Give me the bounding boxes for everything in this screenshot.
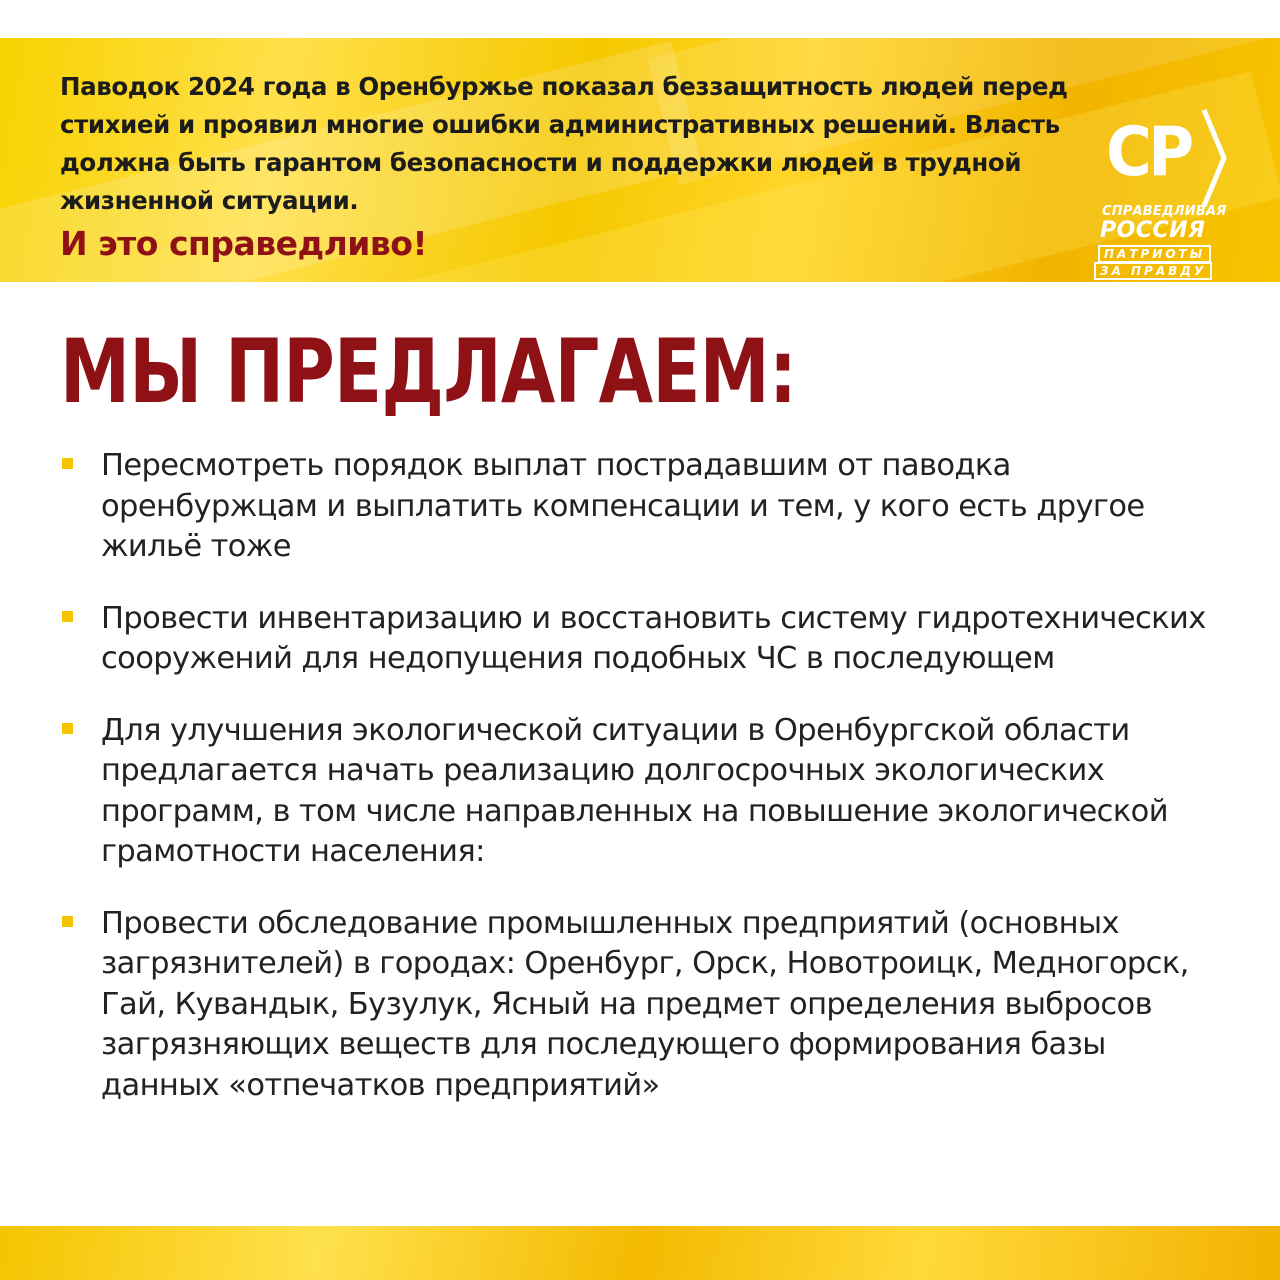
logo-text-line: ЗА ПРАВДУ xyxy=(1094,262,1212,280)
list-item xyxy=(62,904,1232,1107)
proposal-list xyxy=(62,446,1232,1106)
bullet-square-icon xyxy=(62,723,73,734)
header-slogan: И это справедливо! xyxy=(60,224,428,263)
logo-monogram: СР xyxy=(1106,113,1191,192)
bullet-square-icon xyxy=(62,916,73,927)
list-item xyxy=(62,446,1232,568)
top-white-strip xyxy=(0,0,1280,38)
logo-text-line: СПРАВЕДЛИВАЯ xyxy=(1102,204,1227,219)
logo-chevron-icon xyxy=(1200,108,1228,208)
list-item xyxy=(62,711,1232,873)
page-title: МЫ ПРЕДЛАГАЕМ: xyxy=(60,320,797,423)
header-text-block xyxy=(60,68,1070,264)
bullet-square-icon xyxy=(62,611,73,622)
party-logo xyxy=(1090,108,1230,282)
list-item-text: Провести обследование промышленных предприятий (основных загрязнителей) в городах: Оренбург, Орск, Новотроицк, Медногорск, Гай, Кувандык, Бузулук, Ясный на предмет определения выбросов загрязняющих веществ для последующего формирования базы данных «отпечатков предприятий» xyxy=(101,905,1189,1103)
header-banner xyxy=(0,38,1280,282)
header-lead-text: Паводок 2024 года в Оренбуржье показал беззащитность людей перед стихией и проявил многие ошибки административных решений. Власть должна быть гарантом безопасности и поддержки людей в трудной жизненной ситуации. xyxy=(60,72,1068,215)
list-item-text: Для улучшения экологической ситуации в Оренбургской области предлагается начать реализацию долгосрочных экологических программ, в том числе направленных на повышение экологической грамотности населения: xyxy=(101,712,1168,869)
list-item-text: Пересмотреть порядок выплат пострадавшим от паводка оренбуржцам и выплатить компенсации и тем, у кого есть другое жильё тоже xyxy=(101,448,1145,564)
logo-text-line: ПАТРИОТЫ xyxy=(1098,245,1211,263)
footer-bar xyxy=(0,1226,1280,1280)
bullet-square-icon xyxy=(62,458,73,469)
logo-text-line: РОССИЯ xyxy=(1100,218,1206,243)
list-item xyxy=(62,599,1232,680)
list-item-text: Провести инвентаризацию и восстановить систему гидротехнических сооружений для недопущения подобных ЧС в последующем xyxy=(101,600,1206,676)
